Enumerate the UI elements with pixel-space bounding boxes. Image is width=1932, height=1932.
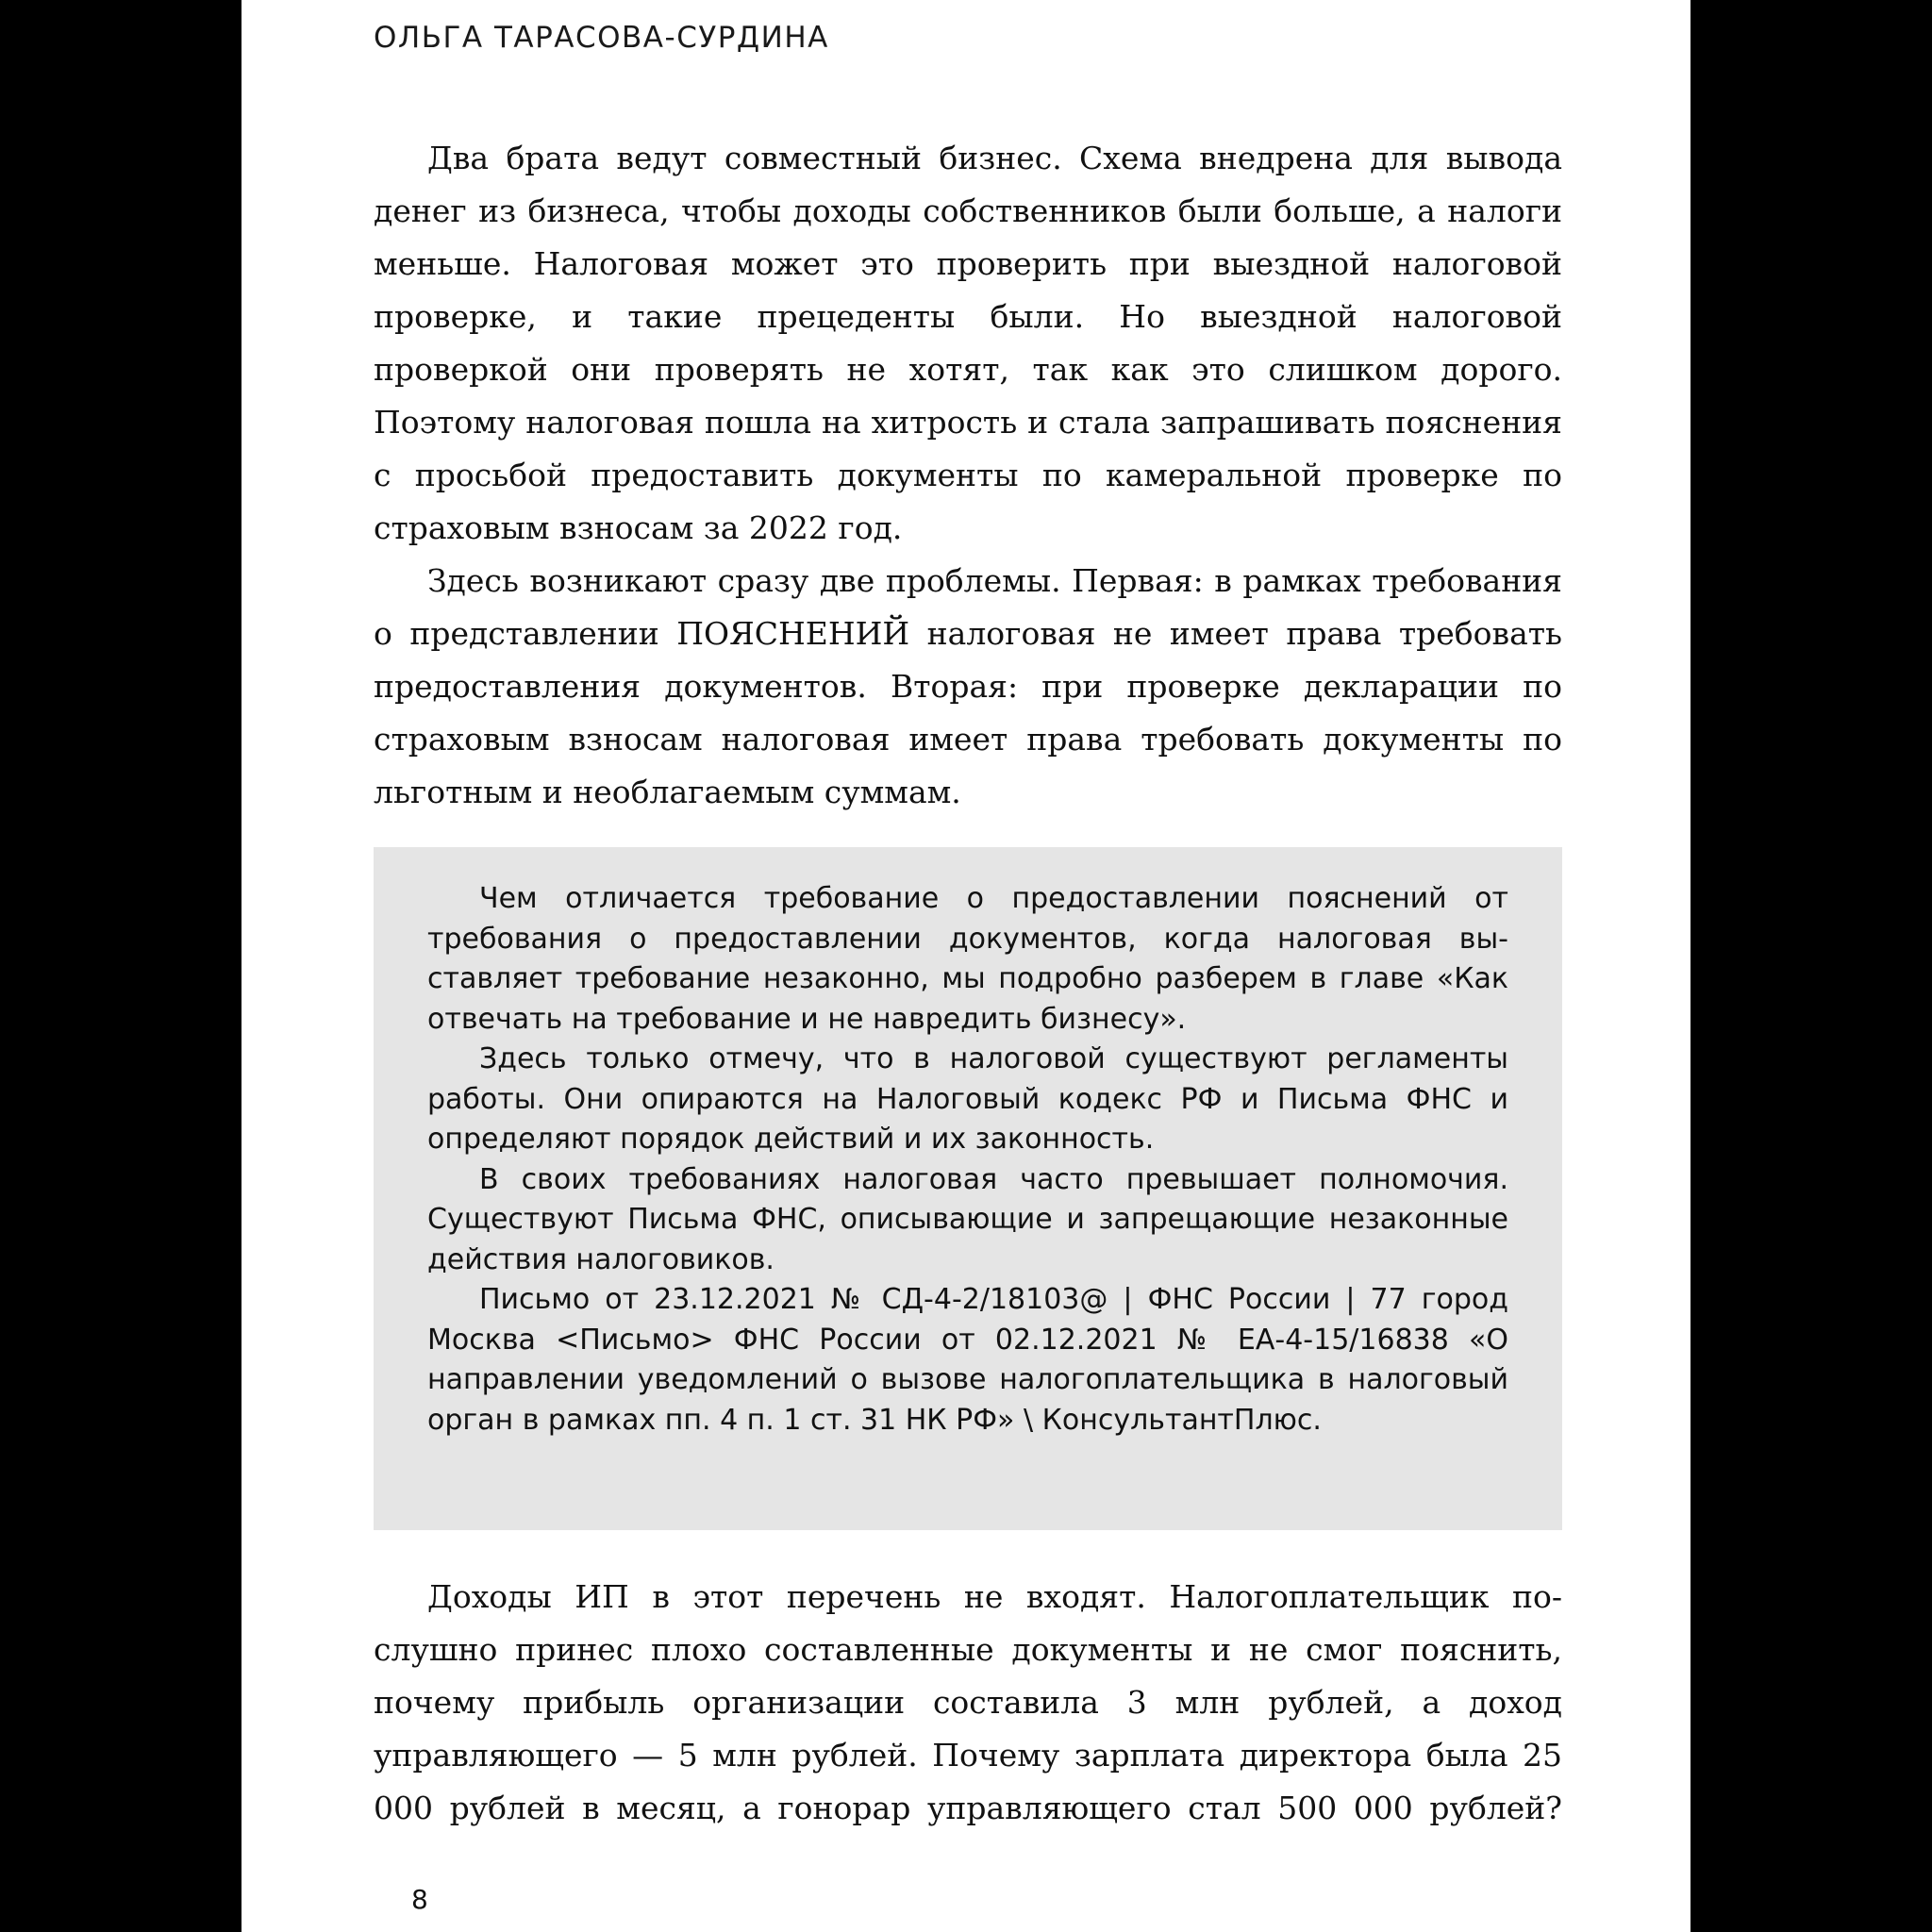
note-paragraph: В своих требованиях налоговая часто превышает полномочия. Существуют Письма ФНС, описывающие и запрещающие незаконные действия налоговиков. xyxy=(427,1162,1508,1276)
paragraph: Доходы ИП в этот перечень не входят. Налогоплательщик послушно принес плохо составленные документы и не смог пояснить, почему прибыль организации составила 3 млн рублей, а доход управляющего — 5 млн рублей. Почему зарплата директора была 25 000 рублей в месяц, а гонорар управляющего стал 500 000 рублей? xyxy=(374,1578,1562,1826)
running-header-author: ОЛЬГА ТАРАСОВА-СУРДИНА xyxy=(374,21,829,55)
paragraph: Здесь возникают сразу две проблемы. Первая: в рамках требования о представлении ПОЯСНЕНИЙ налоговая не имеет права требовать предоставления документов. Вторая: при проверке декларации по страховым взносам налоговая имеет права требовать документы по льготным и необлагаемым суммам. xyxy=(374,562,1562,810)
body-text-bottom xyxy=(374,1571,1562,1835)
note-paragraph: Здесь только отмечу, что в налоговой существуют регламенты работы. Они опираются на Налоговый кодекс РФ и Письма ФНС и определяют порядок действий и их законность. xyxy=(427,1042,1508,1156)
paragraph: Два брата ведут совместный бизнес. Схема внедрена для вывода денег из бизнеса, чтобы доходы собственников были больше, а налоги меньше. Налоговая может это проверить при выездной налоговой проверке, и такие прецеденты были. Но выездной налоговой проверкой они проверять не хотят, так как это слишком дорого. Поэтому налоговая пошла на хитрость и стала запрашивать пояснения с просьбой предоставить документы по камеральной проверке по страховым взносам за 2022 год. xyxy=(374,140,1562,546)
highlighted-note-box xyxy=(374,847,1562,1530)
book-page xyxy=(242,0,1690,1932)
note-paragraph: Письмо от 23.12.2021 № СД-4-2/18103@ | ФНС России | 77 город Москва <Письмо> ФНС России от 02.12.2021 № ЕА-4-15/16838 «О направлении уведомлений о вызове налогоплательщика в налоговый орган в рамках пп. 4 п. 1 ст. 31 НК РФ» \ КонсультантПлюс. xyxy=(427,1283,1508,1437)
body-text-top xyxy=(374,132,1562,819)
page-number: 8 xyxy=(411,1884,428,1915)
note-paragraph: Чем отличается требование о предоставлении пояснений от требования о предоставлении документов, когда налоговая выставляет требование незаконно, мы подробно разберем в главе «Как отвечать на требование и не навредить бизнесу». xyxy=(427,882,1508,1036)
